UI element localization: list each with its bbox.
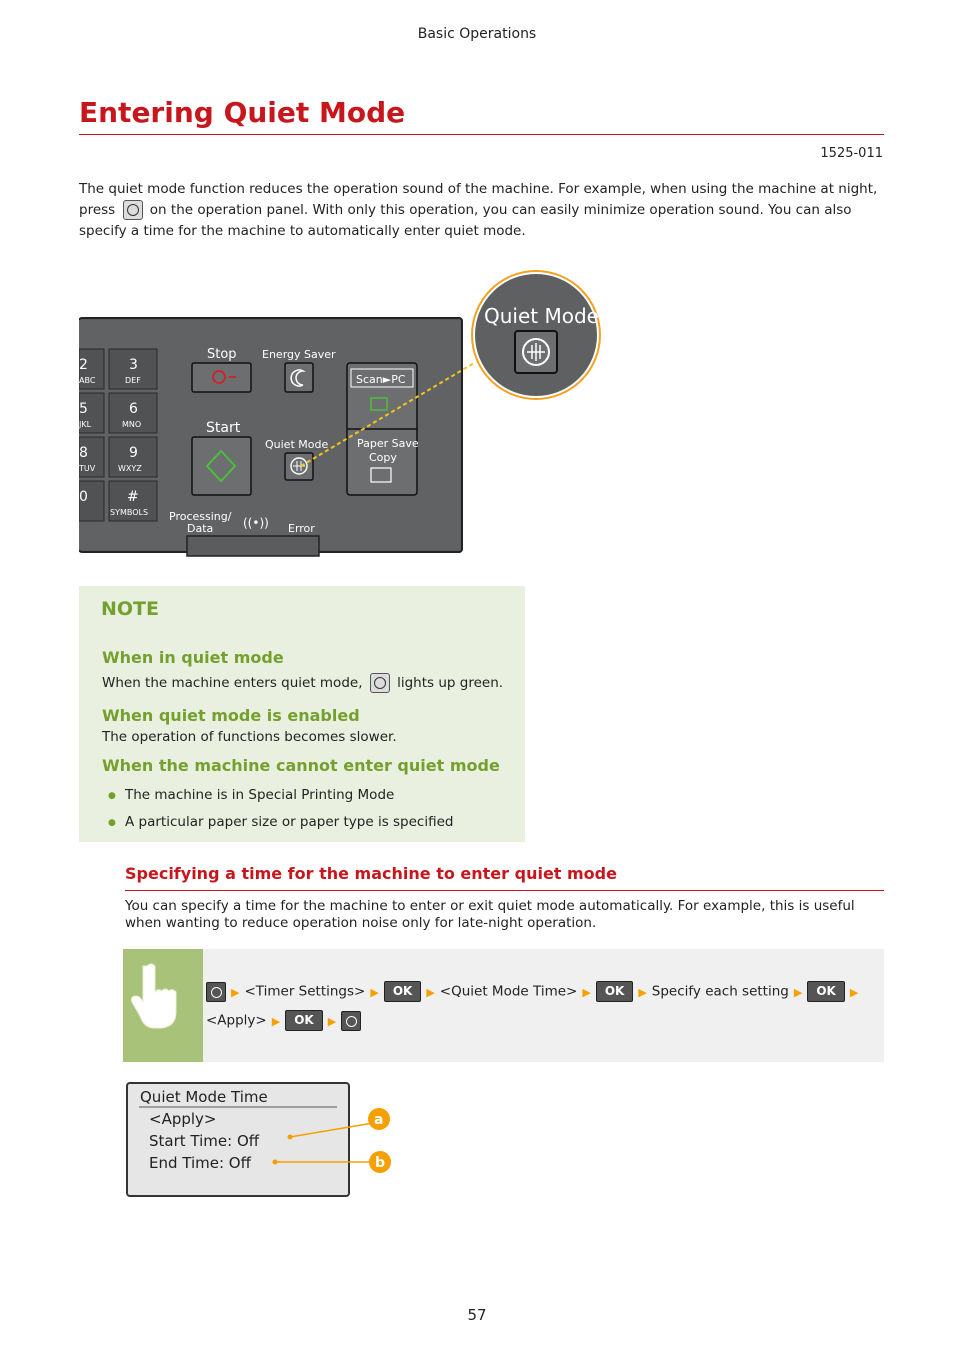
page-title: Entering Quiet Mode — [79, 96, 406, 129]
key-9: 9 — [129, 445, 138, 461]
key-8: 8 — [79, 445, 88, 461]
key-8-letters: TUV — [79, 464, 96, 473]
step-quiet-mode-time: <Quiet Mode Time> — [439, 983, 578, 1000]
note-text-enabled: The operation of functions becomes slower. — [102, 729, 397, 745]
lcd-title: Quiet Mode Time — [140, 1088, 268, 1106]
callout-label-a: a — [374, 1112, 384, 1128]
section-rule — [125, 890, 884, 891]
key-2-letters: ABC — [79, 376, 96, 385]
note-text-in-quiet-mode — [102, 673, 503, 693]
energy-saver-label: Energy Saver — [262, 348, 336, 361]
running-header: Basic Operations — [417, 26, 537, 42]
page-number: 57 — [467, 1306, 487, 1324]
lcd-apply: <Apply> — [149, 1110, 217, 1128]
key-0: 0 — [79, 489, 88, 505]
note-text-1a: When the machine enters quiet mode, — [102, 675, 363, 691]
copy-label: Copy — [369, 451, 397, 464]
stop-label: Stop — [207, 347, 237, 362]
intro-paragraph — [79, 179, 884, 242]
start-label: Start — [206, 420, 241, 436]
intro-text-1: The quiet mode function reduces the operation sound of the machine. For example, when using the machine at night, press — [79, 181, 878, 218]
section-title: Specifying a time for the machine to enter quiet mode — [125, 864, 617, 883]
key-hash-letters: SYMBOLS — [110, 508, 149, 517]
key-hash: # — [127, 489, 139, 505]
key-3-letters: DEF — [125, 376, 141, 385]
lcd-screen-illustration — [125, 1080, 400, 1200]
ok-key-icon: OK — [285, 1010, 323, 1031]
quiet-mode-key-icon — [370, 673, 390, 693]
document-id: 1525-011 — [820, 146, 883, 161]
quiet-mode-key-icon — [123, 200, 143, 220]
stop-button — [192, 363, 251, 392]
wireless-icon: ((•)) — [243, 516, 269, 530]
key-3: 3 — [129, 357, 138, 373]
menu-key-icon — [206, 982, 226, 1002]
scan-pc-label: Scan►PC — [356, 373, 406, 386]
start-button — [192, 437, 251, 495]
paper-save-label: Paper Save — [357, 437, 419, 450]
section-text: You can specify a time for the machine to enter or exit quiet mode automatically. For example, this is useful when wanting to reduce operation noise only for late-night operation. — [125, 898, 855, 931]
operation-panel-illustration — [79, 265, 609, 557]
list-item: ● A particular paper size or paper type is specified — [108, 814, 453, 830]
ok-key-icon: OK — [596, 981, 634, 1002]
key-5-letters: JKL — [79, 420, 92, 429]
note-text-1b: lights up green. — [397, 675, 504, 691]
lcd-start-time: Start Time: Off — [149, 1132, 260, 1150]
quiet-mode-label: Quiet Mode — [265, 438, 329, 451]
note-heading-cannot-enter: When the machine cannot enter quiet mode — [102, 756, 500, 775]
callout-label-b: b — [375, 1155, 386, 1171]
step-timer-settings: <Timer Settings> — [244, 983, 366, 1000]
pointing-hand-icon — [123, 949, 203, 1062]
key-6: 6 — [129, 401, 138, 417]
ok-key-icon: OK — [807, 981, 845, 1002]
procedure-line-2: <Apply> ▶ OK ▶ — [206, 1010, 361, 1031]
key-9-letters: WXYZ — [118, 464, 142, 473]
step-specify-setting: Specify each setting — [651, 983, 789, 1000]
energy-saver-button — [285, 363, 313, 392]
procedure-box — [123, 949, 884, 1062]
key-5: 5 — [79, 401, 88, 417]
intro-text-2: on the operation panel. With only this operation, you can easily minimize operation sound. You can also specify a time for the machine to automatically enter quiet mode. — [79, 202, 852, 239]
key-6-letters: MNO — [122, 420, 142, 429]
title-rule — [79, 134, 884, 135]
ok-key-icon: OK — [384, 981, 422, 1002]
note-heading-in-quiet-mode: When in quiet mode — [102, 648, 284, 667]
note-heading-enabled: When quiet mode is enabled — [102, 706, 360, 725]
callout-quiet-mode-label: Quiet Mode — [484, 304, 599, 328]
procedure-line-1: ▶ <Timer Settings> ▶ OK ▶ <Quiet Mode Time> ▶ OK ▶ Specify each setting ▶ OK ▶ — [206, 981, 863, 1002]
error-label: Error — [288, 522, 315, 535]
step-apply: <Apply> — [206, 1012, 267, 1029]
menu-key-icon — [341, 1011, 361, 1031]
key-2: 2 — [79, 357, 88, 373]
note-title: NOTE — [101, 598, 159, 620]
list-item: ● The machine is in Special Printing Mode — [108, 787, 394, 803]
processing-label: Processing/ — [169, 510, 232, 523]
lcd-end-time: End Time: Off — [149, 1154, 251, 1172]
procedure-hand-panel — [123, 949, 203, 1062]
data-label: Data — [187, 522, 214, 535]
